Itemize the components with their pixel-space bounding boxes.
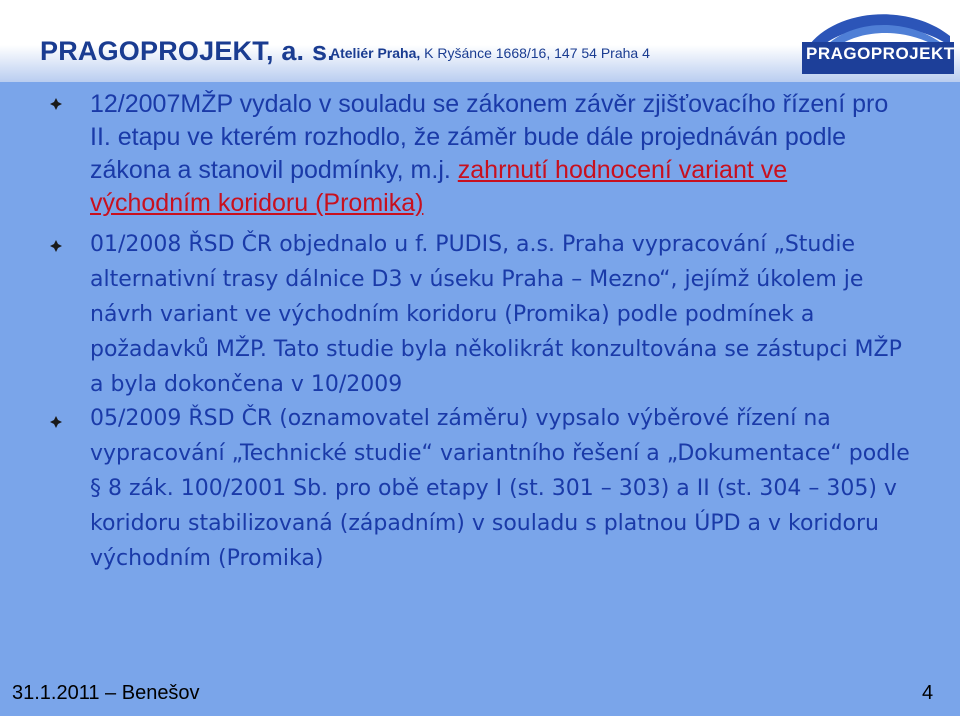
bullet-1-text: 12/2007MŽP vydalo v souladu se zákonem závěr zjišťovacího řízení pro II. etapu ve kterém rozhodlo, že záměr bude dále projednáván podle zákona a stanovil podmínky, m.j. <box>90 90 889 184</box>
address-atelier: Ateliér Praha, <box>330 45 421 61</box>
logo-text: PRAGOPROJEKT <box>806 44 955 63</box>
bullet-3-text: 05/2009 ŘSD ČR (oznamovatel záměru) vypsalo výběrové řízení na vypracování „Technické studie“ variantního řešení a „Dokumentace“ podle § 8 zák. 100/2001 Sb. pro obě etapy I (st. 301 – 303) a II (st. 304 – 305) v koridoru stabilizovaná (západním) v souladu s platnou ÚPD a v koridoru východním (Promika) <box>90 406 910 571</box>
bullet-2-text: 01/2008 ŘSD ČR objednalo u f. PUDIS, a.s. Praha vypracování „Studie alternativní trasy dálnice D3 v úseku Praha – Mezno“, jejímž úkolem je návrh variant ve východním koridoru (Promika) podle podmínek a požadavků MŽP. Tato studie byla několikrát konzultována se zástupci MŽP a byla dokončena v 10/2009 <box>90 232 902 397</box>
address-street: K Ryšánce 1668/16, 147 54 Praha 4 <box>420 45 650 61</box>
footer-date-place: 31.1.2011 – Benešov <box>12 682 200 704</box>
slide-header <box>0 0 960 82</box>
company-address <box>330 45 650 61</box>
company-name: PRAGOPROJEKT, a. s. <box>40 36 335 66</box>
page-number: 4 <box>922 682 934 704</box>
diamond-bullet-icon <box>50 240 62 252</box>
bullet-1-highlight: zahrnutí hodnocení variant ve východním koridoru (Promika) <box>90 156 788 217</box>
bullet-paragraph-1 <box>90 88 910 220</box>
diamond-bullet-icon <box>50 416 62 428</box>
pragoprojekt-logo-icon <box>800 6 956 76</box>
diamond-bullet-icon <box>50 98 62 110</box>
bullet-paragraph-2 <box>90 227 910 402</box>
bullet-paragraph-3 <box>90 401 910 576</box>
